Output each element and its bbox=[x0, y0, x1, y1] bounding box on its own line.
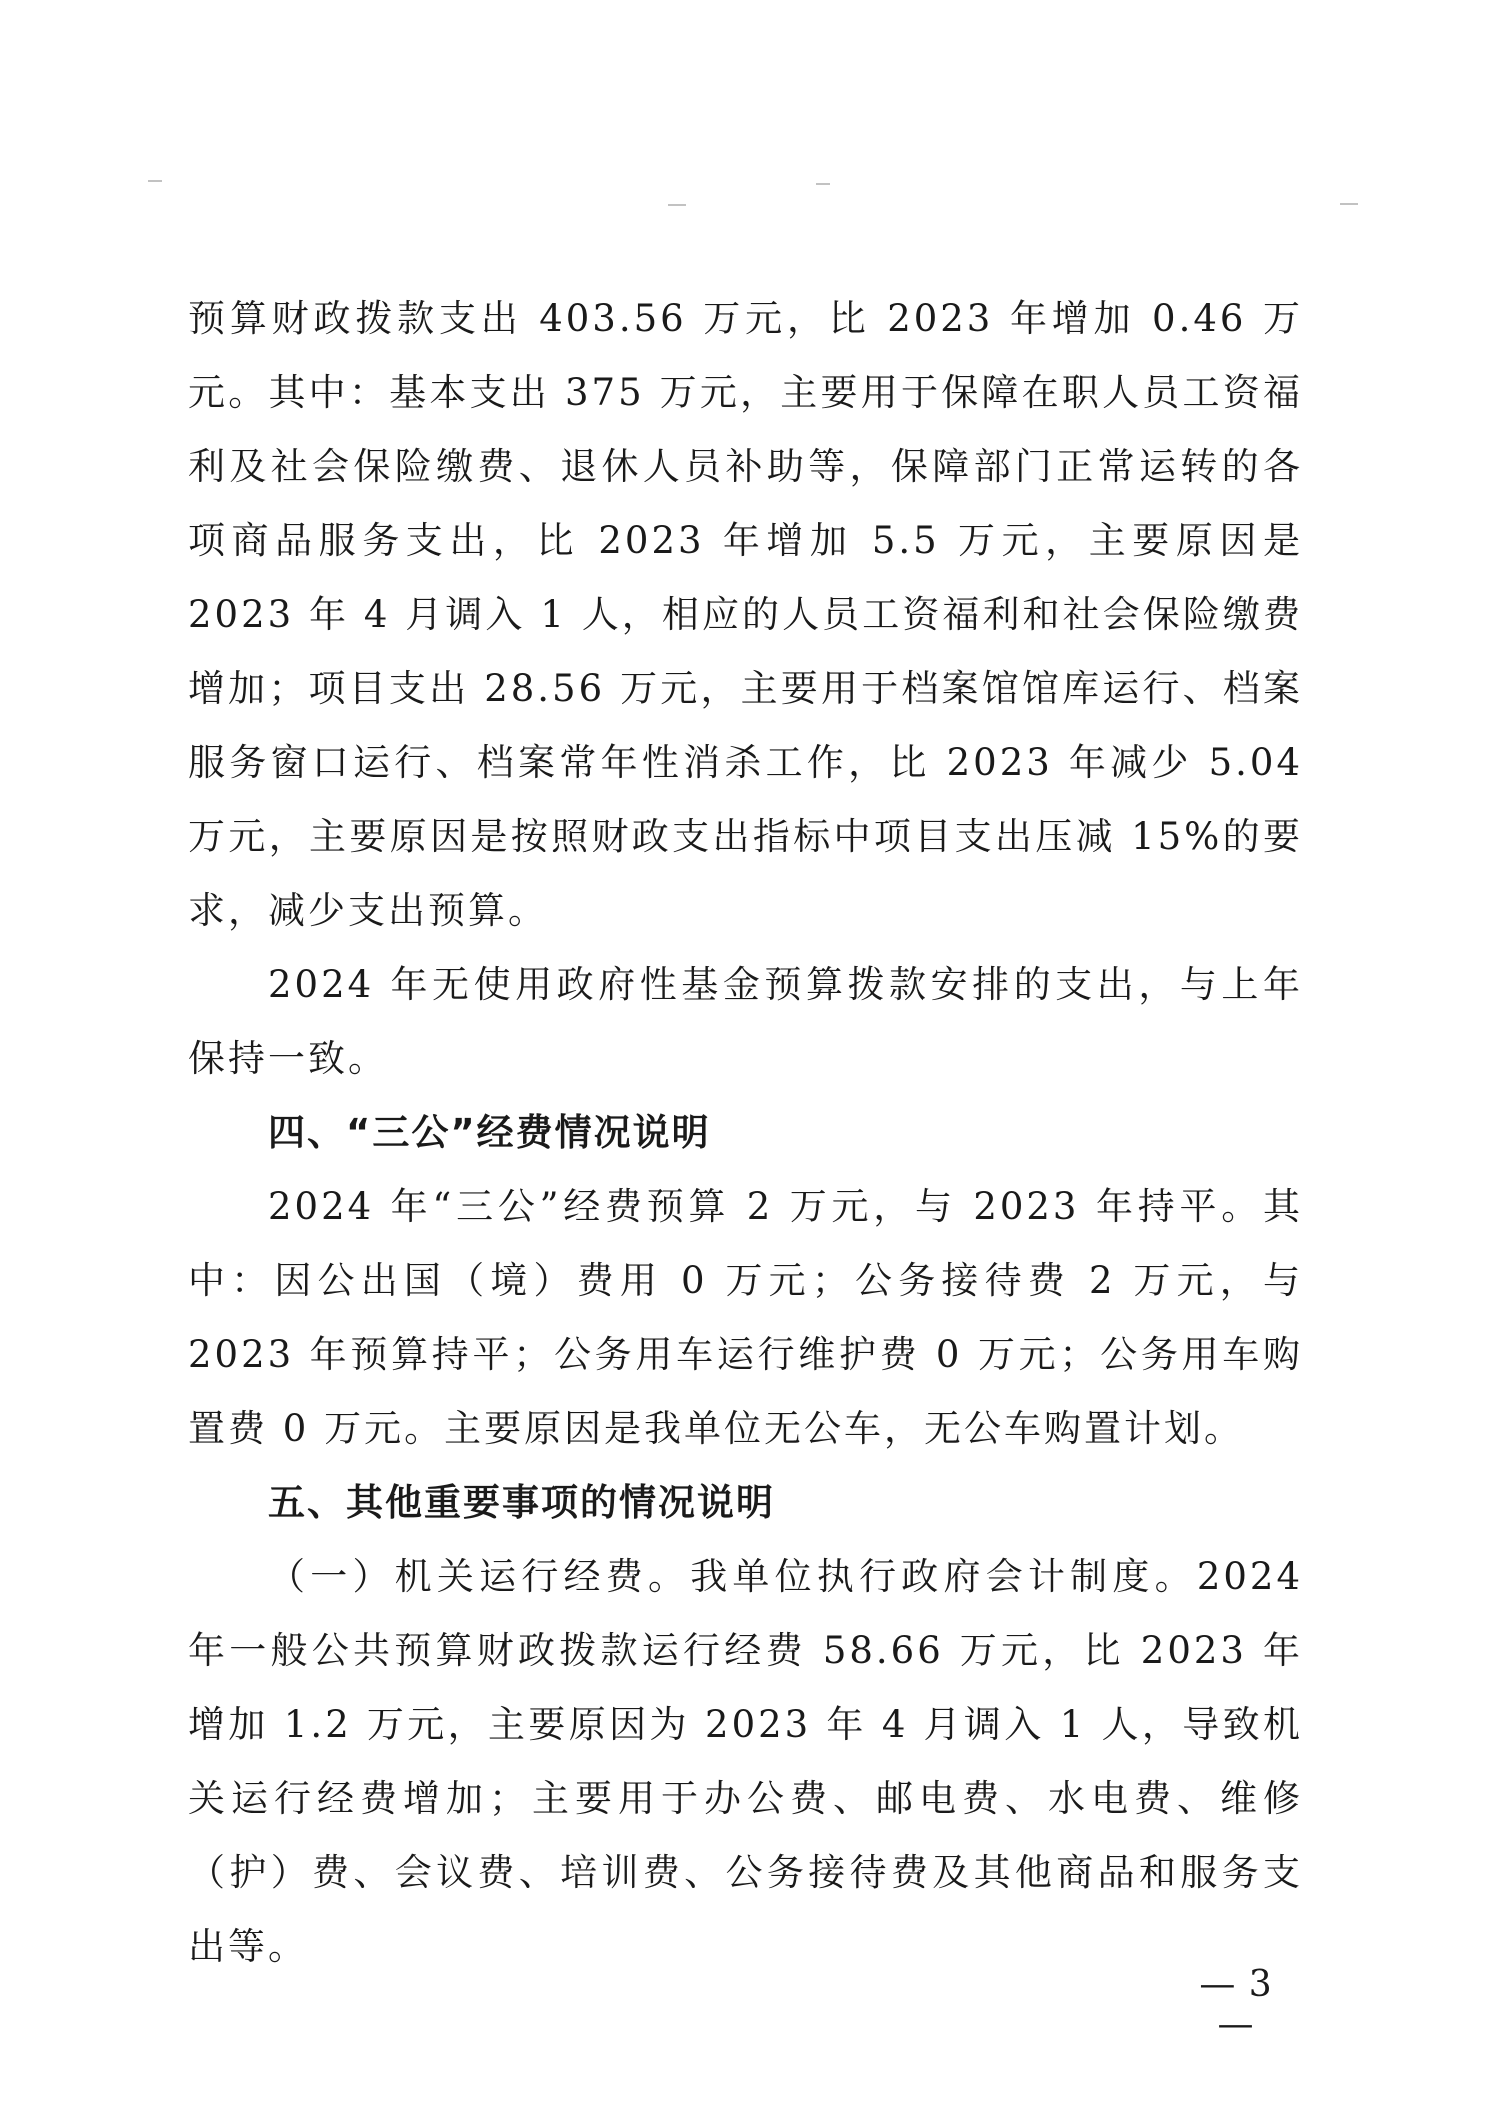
scan-mark bbox=[816, 183, 830, 185]
section-heading: 四、“三公”经费情况说明 bbox=[268, 1111, 711, 1154]
section-heading: 五、其他重要事项的情况说明 bbox=[268, 1481, 775, 1524]
document-body bbox=[188, 282, 1303, 1984]
page-number: — 3 — bbox=[1199, 1964, 1273, 2045]
scan-mark bbox=[148, 180, 162, 182]
scan-mark bbox=[1340, 203, 1358, 205]
body-paragraph: 2024 年“三公”经费预算 2 万元，与 2023 年持平。其中：因公出国（境）费用 0 万元；公务接待费 2 万元，与 2023 年预算持平；公务用车运行维护费 0 万元；公务用车购置费 0 万元。主要原因是我单位无公车，无公车购置计划。 bbox=[188, 1185, 1303, 1450]
body-paragraph: 预算财政拨款支出 403.56 万元，比 2023 年增加 0.46 万元。其中：基本支出 375 万元，主要用于保障在职人员工资福利及社会保险缴费、退休人员补助等，保障部门正常运转的各项商品服务支出，比 2023 年增加 5.5 万元，主要原因是 2023 年 4 月调入 1 人，相应的人员工资福利和社会保险缴费增加；项目支出 28.56 万元，主要用于档案馆馆库运行、档案服务窗口运行、档案常年性消杀工作，比 2023 年减少 5.04 万元，主要原因是按照财政支出指标中项目支出压减 15%的要求，减少支出预算。 bbox=[188, 297, 1303, 932]
body-paragraph: （一）机关运行经费。我单位执行政府会计制度。2024 年一般公共预算财政拨款运行经费 58.66 万元，比 2023 年增加 1.2 万元，主要原因为 2023 年 4 月调入 1 人，导致机关运行经费增加；主要用于办公费、邮电费、水电费、维修（护）费、会议费、培训费、公务接待费及其他商品和服务支出等。 bbox=[188, 1555, 1303, 1968]
body-paragraph: 2024 年无使用政府性基金预算拨款安排的支出，与上年保持一致。 bbox=[188, 963, 1303, 1080]
scan-mark bbox=[668, 204, 686, 206]
